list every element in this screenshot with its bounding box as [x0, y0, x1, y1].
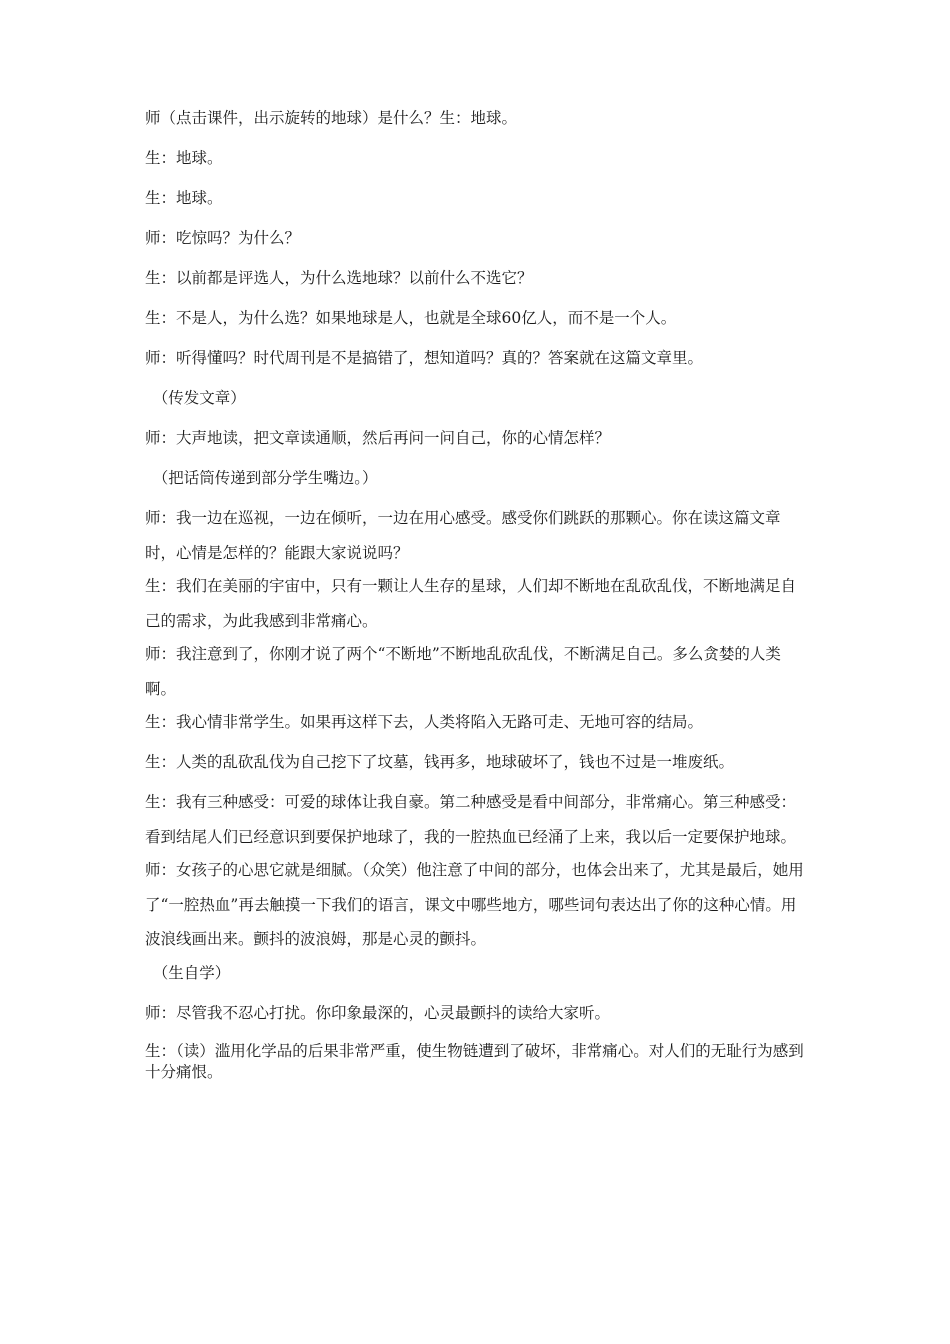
paragraph: 生：地球。 [145, 149, 223, 167]
paragraph: 师：女孩子的心思它就是细腻。（众笑）他注意了中间的部分，也体会出来了，尤其是最后，她用了“一腔热血”再去触摸一下我们的语言，课文中哪些地方，哪些词句表达出了你的这种心情。用波浪线画出来。颤抖的波浪姆，那是心灵的颤抖。 [145, 861, 804, 948]
paragraph: 师：吃惊吗？为什么？ [145, 229, 301, 247]
paragraph: 师：大声地读，把文章读通顺，然后再问一问自己，你的心情怎样？ [145, 429, 611, 447]
paragraph: 师：我一边在巡视，一边在倾听，一边在用心感受。感受你们跳跃的那颗心。你在读这篇文章时，心情是怎样的？能跟大家说说吗？ [145, 509, 781, 562]
paragraph: 生：地球。 [145, 189, 223, 207]
document-body [145, 106, 809, 1099]
paragraph: 生：（读）滥用化学品的后果非常严重，使生物链遭到了破坏，非常痛心。对人们的无耻行为感到十分痛恨。 [145, 1041, 804, 1081]
paragraph: 师：我注意到了，你刚才说了两个“不断地”不断地乱砍乱伐，不断满足自己。多么贪婪的人类啊。 [145, 645, 781, 698]
stage-direction: （把话筒传递到部分学生嘴边。） [152, 469, 378, 487]
stage-direction: （传发文章） [152, 389, 246, 407]
paragraph: 生：不是人，为什么选？如果地球是人，也就是全球60亿人，而不是一个人。 [145, 309, 677, 327]
paragraph: 师：听得懂吗？时代周刊是不是搞错了，想知道吗？真的？答案就在这篇文章里。 [145, 349, 704, 367]
paragraph: 师（点击课件，出示旋转的地球）是什么？生：地球。 [145, 109, 518, 127]
stage-direction: （生自学） [152, 963, 231, 982]
paragraph: 生：我心情非常学生。如果再这样下去，人类将陷入无路可走、无地可容的结局。 [145, 713, 704, 731]
paragraph: 生：人类的乱砍乱伐为自己挖下了坟墓，钱再多，地球破坏了，钱也不过是一堆废纸。 [145, 753, 735, 771]
paragraph: 生：我有三种感受：可爱的球体让我自豪。第二种感受是看中间部分，非常痛心。第三种感受：看到结尾人们已经意识到要保护地球了，我的一腔热血已经涌了上来，我以后一定要保护地球。 [145, 793, 797, 846]
paragraph: 生：以前都是评选人，为什么选地球？以前什么不选它？ [145, 269, 533, 287]
paragraph: 生：我们在美丽的宇宙中，只有一颗让人生存的星球，人们却不断地在乱砍乱伐，不断地满足自己的需求，为此我感到非常痛心。 [145, 577, 797, 630]
paragraph: 师：尽管我不忍心打扰。你印象最深的，心灵最颤抖的读给大家听。 [145, 1003, 611, 1022]
